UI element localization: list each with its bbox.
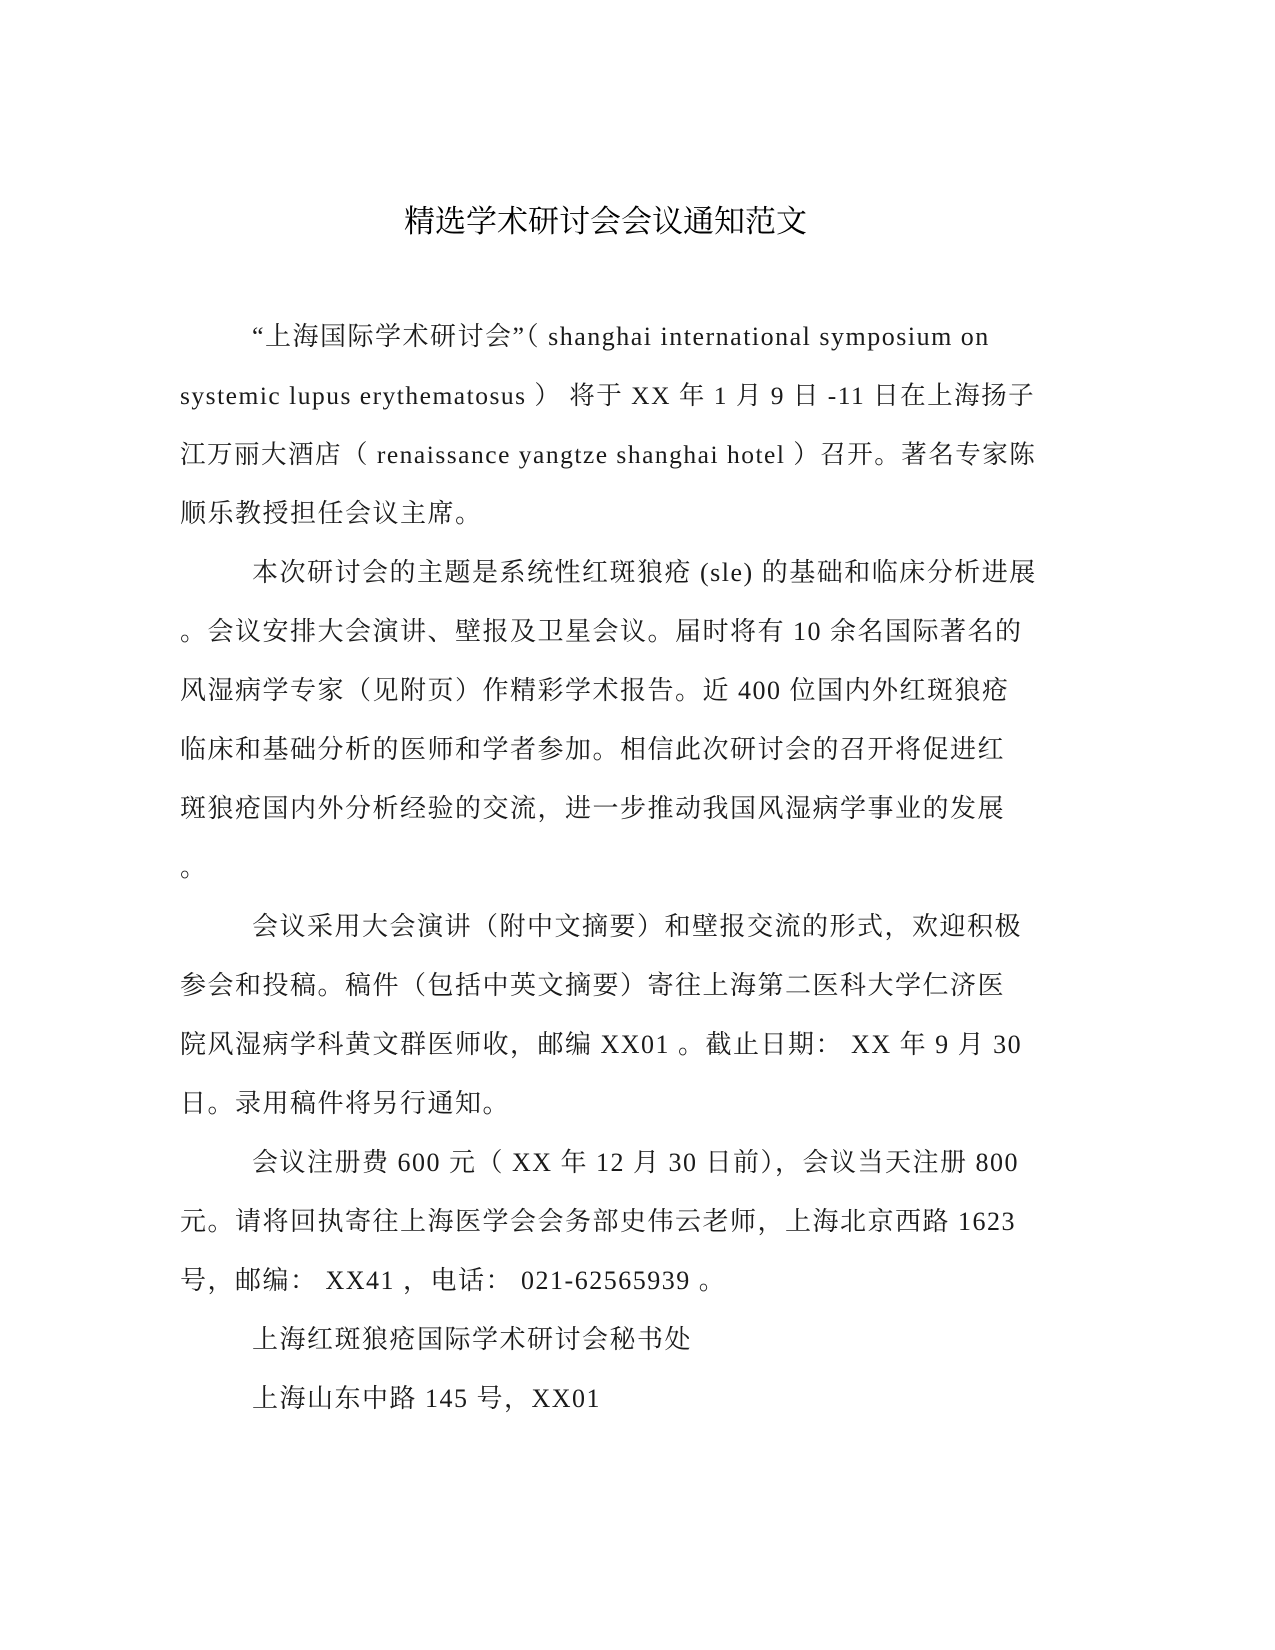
- text-line: 上海红斑狼疮国际学术研讨会秘书处: [252, 1325, 693, 1354]
- text-line: 风湿病学专家（见附页）作精彩学术报告。近 400 位国内外红斑狼疮: [180, 676, 1010, 705]
- text-line: 会议采用大会演讲（附中文摘要）和壁报交流的形式，欢迎积极: [252, 912, 1023, 941]
- paragraph-registration: [180, 1138, 1040, 1315]
- text-line: 元。请将回执寄往上海医学会会务部史伟云老师，上海北京西路 1623: [180, 1207, 1017, 1236]
- text-line: 顺乐教授担任会议主席。: [180, 499, 483, 528]
- document-title: 精选学术研讨会会议通知范文: [404, 204, 807, 240]
- text-line: 号，邮编： XX41 ，电话： 021-62565939 。: [180, 1266, 727, 1295]
- document-body: [180, 312, 1040, 1433]
- text-line: 本次研讨会的主题是系统性红斑狼疮 (sle) 的基础和临床分析进展: [252, 558, 1037, 587]
- paragraph-intro: [180, 312, 1040, 548]
- text-line: 院风湿病学科黄文群医师收，邮编 XX01 。截止日期： XX 年 9 月 30: [180, 1030, 1023, 1059]
- text-line: 斑狼疮国内外分析经验的交流，进一步推动我国风湿病学事业的发展: [180, 794, 1006, 823]
- paragraph-theme: [180, 548, 1040, 902]
- text-line: 会议注册费 600 元（ XX 年 12 月 30 日前），会议当天注册 800: [252, 1148, 1020, 1177]
- text-line: systemic lupus erythematosus ） 将于 XX 年 1 月 9 日 -11 日在上海扬子: [180, 381, 1036, 410]
- text-line: 参会和投稿。稿件（包括中英文摘要）寄往上海第二医科大学仁济医: [180, 971, 1006, 1000]
- signature-organization: [180, 1315, 1040, 1374]
- text-line: 江万丽大酒店（ renaissance yangtze shanghai hotel ）召开。著名专家陈: [180, 440, 1037, 469]
- text-line: 。: [180, 853, 208, 882]
- text-line: 临床和基础分析的医师和学者参加。相信此次研讨会的召开将促进红: [180, 735, 1006, 764]
- paragraph-submission: [180, 902, 1040, 1138]
- signature-address: [180, 1374, 1040, 1433]
- text-line: “上海国际学术研讨会”（ shanghai international symposium on: [252, 322, 990, 351]
- text-line: 。会议安排大会演讲、壁报及卫星会议。届时将有 10 余名国际著名的: [180, 617, 1023, 646]
- text-line: 上海山东中路 145 号，XX01: [252, 1384, 602, 1413]
- text-line: 日。录用稿件将另行通知。: [180, 1089, 511, 1118]
